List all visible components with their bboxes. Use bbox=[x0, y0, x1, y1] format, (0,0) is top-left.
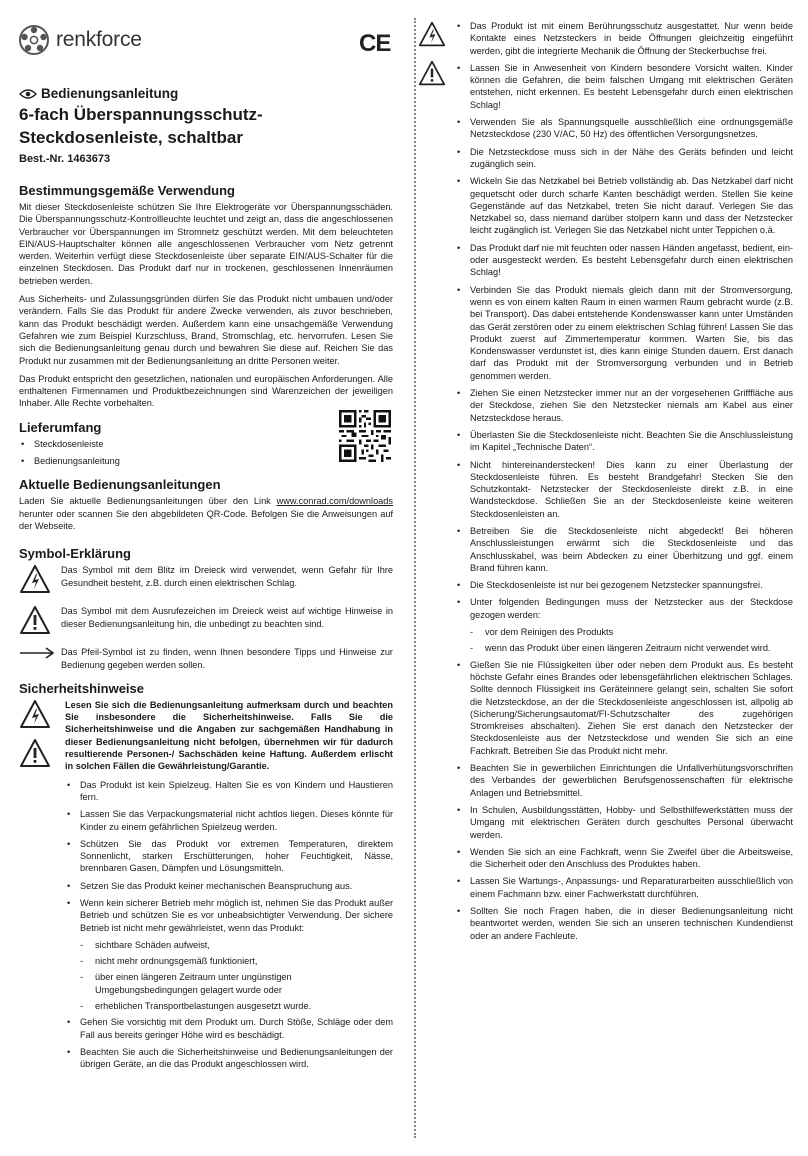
scope-list bbox=[19, 438, 393, 468]
safety-item: • Beachten Sie in gewerblichen Einrichtungen die Unfallverhütungsvorschriften des Verbandes der gewerblichen Berufsgenossenschaften für elektrische Anlagen und Betriebsmittel. bbox=[455, 762, 793, 799]
condition-item: - nicht mehr ordnungsgemäß funktioniert, bbox=[65, 955, 393, 967]
condition-item: - sichtbare Schäden aufweist, bbox=[65, 939, 393, 951]
downloads-link[interactable]: www.conrad.com/downloads bbox=[276, 496, 393, 507]
exclamation-triangle-icon bbox=[418, 59, 446, 87]
safety-item: • Das Produkt ist mit einem Berührungsschutz ausgestattet. Nur wenn beide Kontakte eines Netzsteckers in beide Öffnungen gleichzeitig eingeführt werden, gibt die integrierte Mechanik die Öffnung der Steckerbuchse frei. bbox=[455, 20, 793, 57]
safety-item: • Das Produkt ist kein Spielzeug. Halten Sie es von Kindern und Haustieren fern. bbox=[65, 779, 393, 804]
symbol-description: Das Symbol mit dem Blitz im Dreieck wird verwendet, wenn Gefahr für Ihre Gesundheit besteht, z.B. durch einen elektrischen Schlag. bbox=[61, 565, 393, 588]
document-type bbox=[19, 86, 393, 101]
safety-item: • Lassen Sie in Anwesenheit von Kindern besondere Vorsicht walten. Kinder können die Gefahren, die beim falschen Umgang mit elektrischen Geräten entstehen, nicht erkennen. Es besteht Lebensgefahr durch einen elektrischen Schlag! bbox=[455, 62, 793, 111]
safety-item: • Das Produkt darf nie mit feuchten oder nassen Händen angefasst, bedient, ein- oder ausgesteckt werden. Es besteht Lebensgefahr durch einen elektrischen Schlag! bbox=[455, 242, 793, 279]
safety-item: • Unter folgenden Bedingungen muss der Netzstecker aus der Steckdose gezogen werden: bbox=[455, 596, 793, 621]
symbol-description: Das Symbol mit dem Ausrufezeichen im Dreieck weist auf wichtige Hinweise in dieser Bedienungsanleitung hin, die unbedingt zu beachten sind. bbox=[61, 606, 393, 629]
safety-item: • Betreiben Sie die Steckdosenleiste nicht abgedeckt! Bei höheren Anschlussleistungen erwärmt sich die Steckdosenleiste und das Anschlusskabel, was beim Abdecken zu einer Überhitzung und ggf. einem Brand führen kann. bbox=[455, 525, 793, 574]
safety-item: • Wenn kein sicherer Betrieb mehr möglich ist, nehmen Sie das Produkt außer Betrieb und schützen Sie es vor unbeabsichtigter Verwendung. Der sichere Betrieb ist nicht mehr gewährleistet, wenn das Produkt: bbox=[65, 897, 393, 934]
lightning-triangle-icon bbox=[418, 20, 446, 48]
safety-item: • Gießen Sie nie Flüssigkeiten über oder neben dem Produkt aus. Es besteht höchste Gefahr eines Brandes oder lebensgefährlichen elektrischen Schlages. Sollte dennoch Flüssigkeit ins Geräteinnere gelangt sein, schalten Sie sofort die Netzsteckdose, an der die Steckdosenleiste angeschlossen ist, allpolig ab (Sicherung/Sicherungsautomat/FI-Schutzschalter des zugehörigen Stromkreises abschalten). Ziehen Sie erst danach den Netzstecker der Steckdosenleiste aus der Netzsteckdose und wenden Sie sich an eine Fachkraft. Betreiben Sie das Produkt nicht mehr. bbox=[455, 659, 793, 757]
safety-section bbox=[19, 699, 393, 1076]
scope-section bbox=[19, 420, 393, 468]
ce-mark: CE bbox=[359, 30, 391, 57]
renkforce-logo-icon bbox=[18, 24, 50, 56]
scope-item: • Steckdosenleiste bbox=[19, 438, 393, 450]
intended-use-paragraph: Das Produkt entspricht den gesetzlichen, nationalen und europäischen Anforderungen. Alle enthaltenen Firmennamen und Produktbezeichnungen sind Warenzeichen der jeweiligen Inhaber. Alle Rechte vorbehalten. bbox=[19, 373, 393, 409]
safety-item: • Wenden Sie sich an eine Fachkraft, wenn Sie Zweifel über die Arbeitsweise, die Sicherheit oder den Anschluss des Produktes haben. bbox=[455, 846, 793, 871]
safety-list-right bbox=[455, 20, 793, 942]
safety-item: • Überlasten Sie die Steckdosenleiste nicht. Beachten Sie die Anschlussleistung im Kapitel „Technische Daten“. bbox=[455, 429, 793, 454]
right-column bbox=[455, 20, 793, 947]
safety-item: • Verwenden Sie als Spannungsquelle ausschließlich eine ordnungsgemäße Netzsteckdose (230 V/AC, 50 Hz) des öffentlichen Versorgungsnetzes. bbox=[455, 116, 793, 141]
safety-item: • Gehen Sie vorsichtig mit dem Produkt um. Durch Stöße, Schläge oder dem Fall aus bereits geringer Höhe wird es beschädigt. bbox=[65, 1016, 393, 1041]
safety-item: • Die Netzsteckdose muss sich in der Nähe des Geräts befinden und leicht zugänglich sein. bbox=[455, 146, 793, 171]
current-manuals-heading: Aktuelle Bedienungsanleitungen bbox=[19, 477, 221, 493]
qr-code-icon[interactable] bbox=[339, 410, 391, 462]
safety-item: • Nicht hintereinanderstecken! Dies kann zu einer Überlastung der Steckdosenleiste führen. Es besteht Brandgefahr! Stecken Sie den Schutzkontakt- Netzstecker der Steckdosenleiste direkt z.B. in eine Wandsteckdose. Schließen Sie an der Steckdosenleiste keine weiteren Steckdosenleisten an. bbox=[455, 459, 793, 520]
lightning-triangle-icon bbox=[19, 564, 51, 594]
eye-icon bbox=[19, 88, 37, 100]
condition-item: - erheblichen Transportbelastungen ausgesetzt wurde. bbox=[65, 1000, 393, 1012]
safety-item: • Schützen Sie das Produkt vor extremen Temperaturen, direktem Sonnenlicht, starken Erschütterungen, hoher Feuchtigkeit, Nässe, brennbaren Gasen, Dämpfen und Lösungsmitteln. bbox=[65, 838, 393, 875]
column-divider bbox=[414, 18, 417, 1138]
safety-item: • Setzen Sie das Produkt keiner mechanischen Beanspruchung aus. bbox=[65, 880, 393, 892]
safety-list-left bbox=[65, 779, 393, 1071]
symbol-row bbox=[19, 646, 393, 671]
safety-item: • Lassen Sie Wartungs-, Anpassungs- und Reparaturarbeiten ausschließlich von einem Fachmann bzw. einer Fachwerkstatt durchführen. bbox=[455, 875, 793, 900]
lightning-triangle-icon bbox=[19, 699, 51, 729]
brand-logo bbox=[18, 24, 142, 56]
exclamation-triangle-icon bbox=[19, 738, 51, 768]
arrow-right-icon bbox=[19, 646, 55, 660]
symbols-heading: Symbol-Erklärung bbox=[19, 546, 131, 562]
current-manuals-text bbox=[19, 495, 393, 532]
symbol-description: Das Pfeil-Symbol ist zu finden, wenn Ihnen besondere Tipps und Hinweise zur Bedienung gegeben werden sollen. bbox=[61, 647, 393, 670]
safety-item: • Lassen Sie das Verpackungsmaterial nicht achtlos liegen. Dieses könnte für Kinder zu einem gefährlichen Spielzeug werden. bbox=[65, 808, 393, 833]
intended-use-paragraph: Mit dieser Steckdosenleiste schützen Sie Ihre Elektrogeräte vor Überspannungsschäden. Die Überspannungsschutz-Kontrollleuchte leuchtet und zeigt an, dass die angeschlossenen Verbraucher vor Überspannungen im Stromnetz geschützt werden. Mit dem beleuchteten EIN/AUS-Hauptschalter können alle angeschlossenen Verbraucher vom Netz getrennt werden. Weiterhin verfügt diese Steckdosenleiste über separate EIN/AUS-Schalter für die einzelnen Steckdosen. Das Produkt darf nur in trockenen, geschlossenen Innenräumen betrieben werden. bbox=[19, 202, 393, 286]
symbol-row bbox=[19, 605, 393, 640]
intended-use-heading: Bestimmungsgemäße Verwendung bbox=[19, 183, 235, 198]
safety-item: • Beachten Sie auch die Sicherheitshinweise und Bedienungsanleitungen der übrigen Geräte, an die das Produkt angeschlossen wird. bbox=[65, 1046, 393, 1071]
safety-item: • Wickeln Sie das Netzkabel bei Betrieb vollständig ab. Das Netzkabel darf nicht gequetscht oder durch scharfe Kanten beschädigt werden. Stellen Sie keine Gegenstände auf das Netzkabel, treten Sie nicht darauf. Verlegen Sie das Netzkabel so, dass niemand darüber stolpern kann und dass der Netzstecker leicht zugänglich ist. Verlegen Sie das Netzkabel nicht unter Teppichen o.ä. bbox=[455, 175, 793, 236]
intended-use-paragraph: Aus Sicherheits- und Zulassungsgründen dürfen Sie das Produkt nicht umbauen und/oder verändern. Falls Sie das Produkt für andere Zwecke verwenden, als zuvor beschrieben, kann das Produkt beschädigt werden. Außerdem kann eine unsachgemäße Verwendung Gefahren wie zum Beispiel Kurzschluss, Brand, Stromschlag, etc. hervorrufen. Lesen Sie sich die Bedienungsanleitung genau durch und bewahren Sie diese auf. Reichen Sie das Produkt nur zusammen mit der Bedienungsanleitung an dritte Personen weiter. bbox=[19, 294, 393, 366]
current-manuals-text-after: herunter oder scannen Sie den abgebildeten QR-Code. Befolgen Sie die Anweisungen auf der Webseite. bbox=[19, 508, 393, 531]
safety-item: • Verbinden Sie das Produkt niemals gleich dann mit der Stromversorgung, wenn es von einem kalten Raum in einen warmen Raum gebracht wurde (z.B. bei Transport). Das dabei entstehende Kondenswasser kann unter Umständen das Gerät zerstören oder zu einem elektrischen Schlag führen! Lassen Sie das Produkt zuerst auf Zimmertemperatur kommen. Warten Sie, bis das Kondenswasser verdunstet ist, dies kann einige Stunden dauern. Erst danach darf das Produkt mit der Stromversorgung verbunden und in Betrieb genommen werden. bbox=[455, 284, 793, 382]
document-type-label: Bedienungsanleitung bbox=[41, 86, 179, 101]
unplug-condition-item: - wenn das Produkt über einen längeren Zeitraum nicht verwendet wird. bbox=[455, 642, 793, 654]
safety-item: • Die Steckdosenleiste ist nur bei gezogenem Netzstecker spannungsfrei. bbox=[455, 579, 793, 591]
condition-item: - über einen längeren Zeitraum unter ungünstigen Umgebungsbedingungen gelagert wurde oder bbox=[65, 971, 393, 996]
order-number: Best.-Nr. 1463673 bbox=[19, 153, 111, 165]
safety-item: • Sollten Sie noch Fragen haben, die in dieser Bedienungsanleitung nicht beantwortet werden, wenden Sie sich an unseren technischen Kundendienst oder an andere Fachleute. bbox=[455, 905, 793, 942]
left-column bbox=[19, 86, 393, 1076]
page-title: 6-fach Überspannungsschutz-Steckdosenleiste, schaltbar bbox=[19, 105, 263, 147]
scope-item: • Bedienungsanleitung bbox=[19, 455, 393, 467]
safety-item: • In Schulen, Ausbildungsstätten, Hobby- und Selbsthilfewerkstätten muss der Umgang mit elektrischen Geräten durch geschultes Personal überwacht werden. bbox=[455, 804, 793, 841]
scope-heading: Lieferumfang bbox=[19, 419, 102, 435]
current-manuals-text-before: Laden Sie aktuelle Bedienungsanleitungen über den Link bbox=[19, 496, 277, 507]
safety-intro: Lesen Sie sich die Bedienungsanleitung aufmerksam durch und beachten Sie insbesondere die Sicherheitshinweise. Falls Sie die Sicherheitshinweise und die Angaben zur sachgemäßen Handhabung in dieser Bedienungsanleitung nicht befolgen, übernehmen wir für dadurch resultierende Personen-/ Sachschäden keine Haftung. Außerdem erlischt in solchen Fällen die Gewährleistung/Garantie. bbox=[65, 699, 393, 772]
symbol-row bbox=[19, 564, 393, 599]
brand-name: renkforce bbox=[56, 28, 142, 51]
safety-item: • Ziehen Sie einen Netzstecker immer nur an der vorgesehenen Grifffläche aus der Steckdose, ziehen Sie den Netzstecker niemals am Kabel aus einer Netzsteckdose heraus. bbox=[455, 387, 793, 424]
right-column-icons bbox=[418, 20, 446, 92]
safety-heading: Sicherheitshinweise bbox=[19, 680, 144, 696]
unplug-condition-item: - vor dem Reinigen des Produkts bbox=[455, 626, 793, 638]
exclamation-triangle-icon bbox=[19, 605, 51, 635]
